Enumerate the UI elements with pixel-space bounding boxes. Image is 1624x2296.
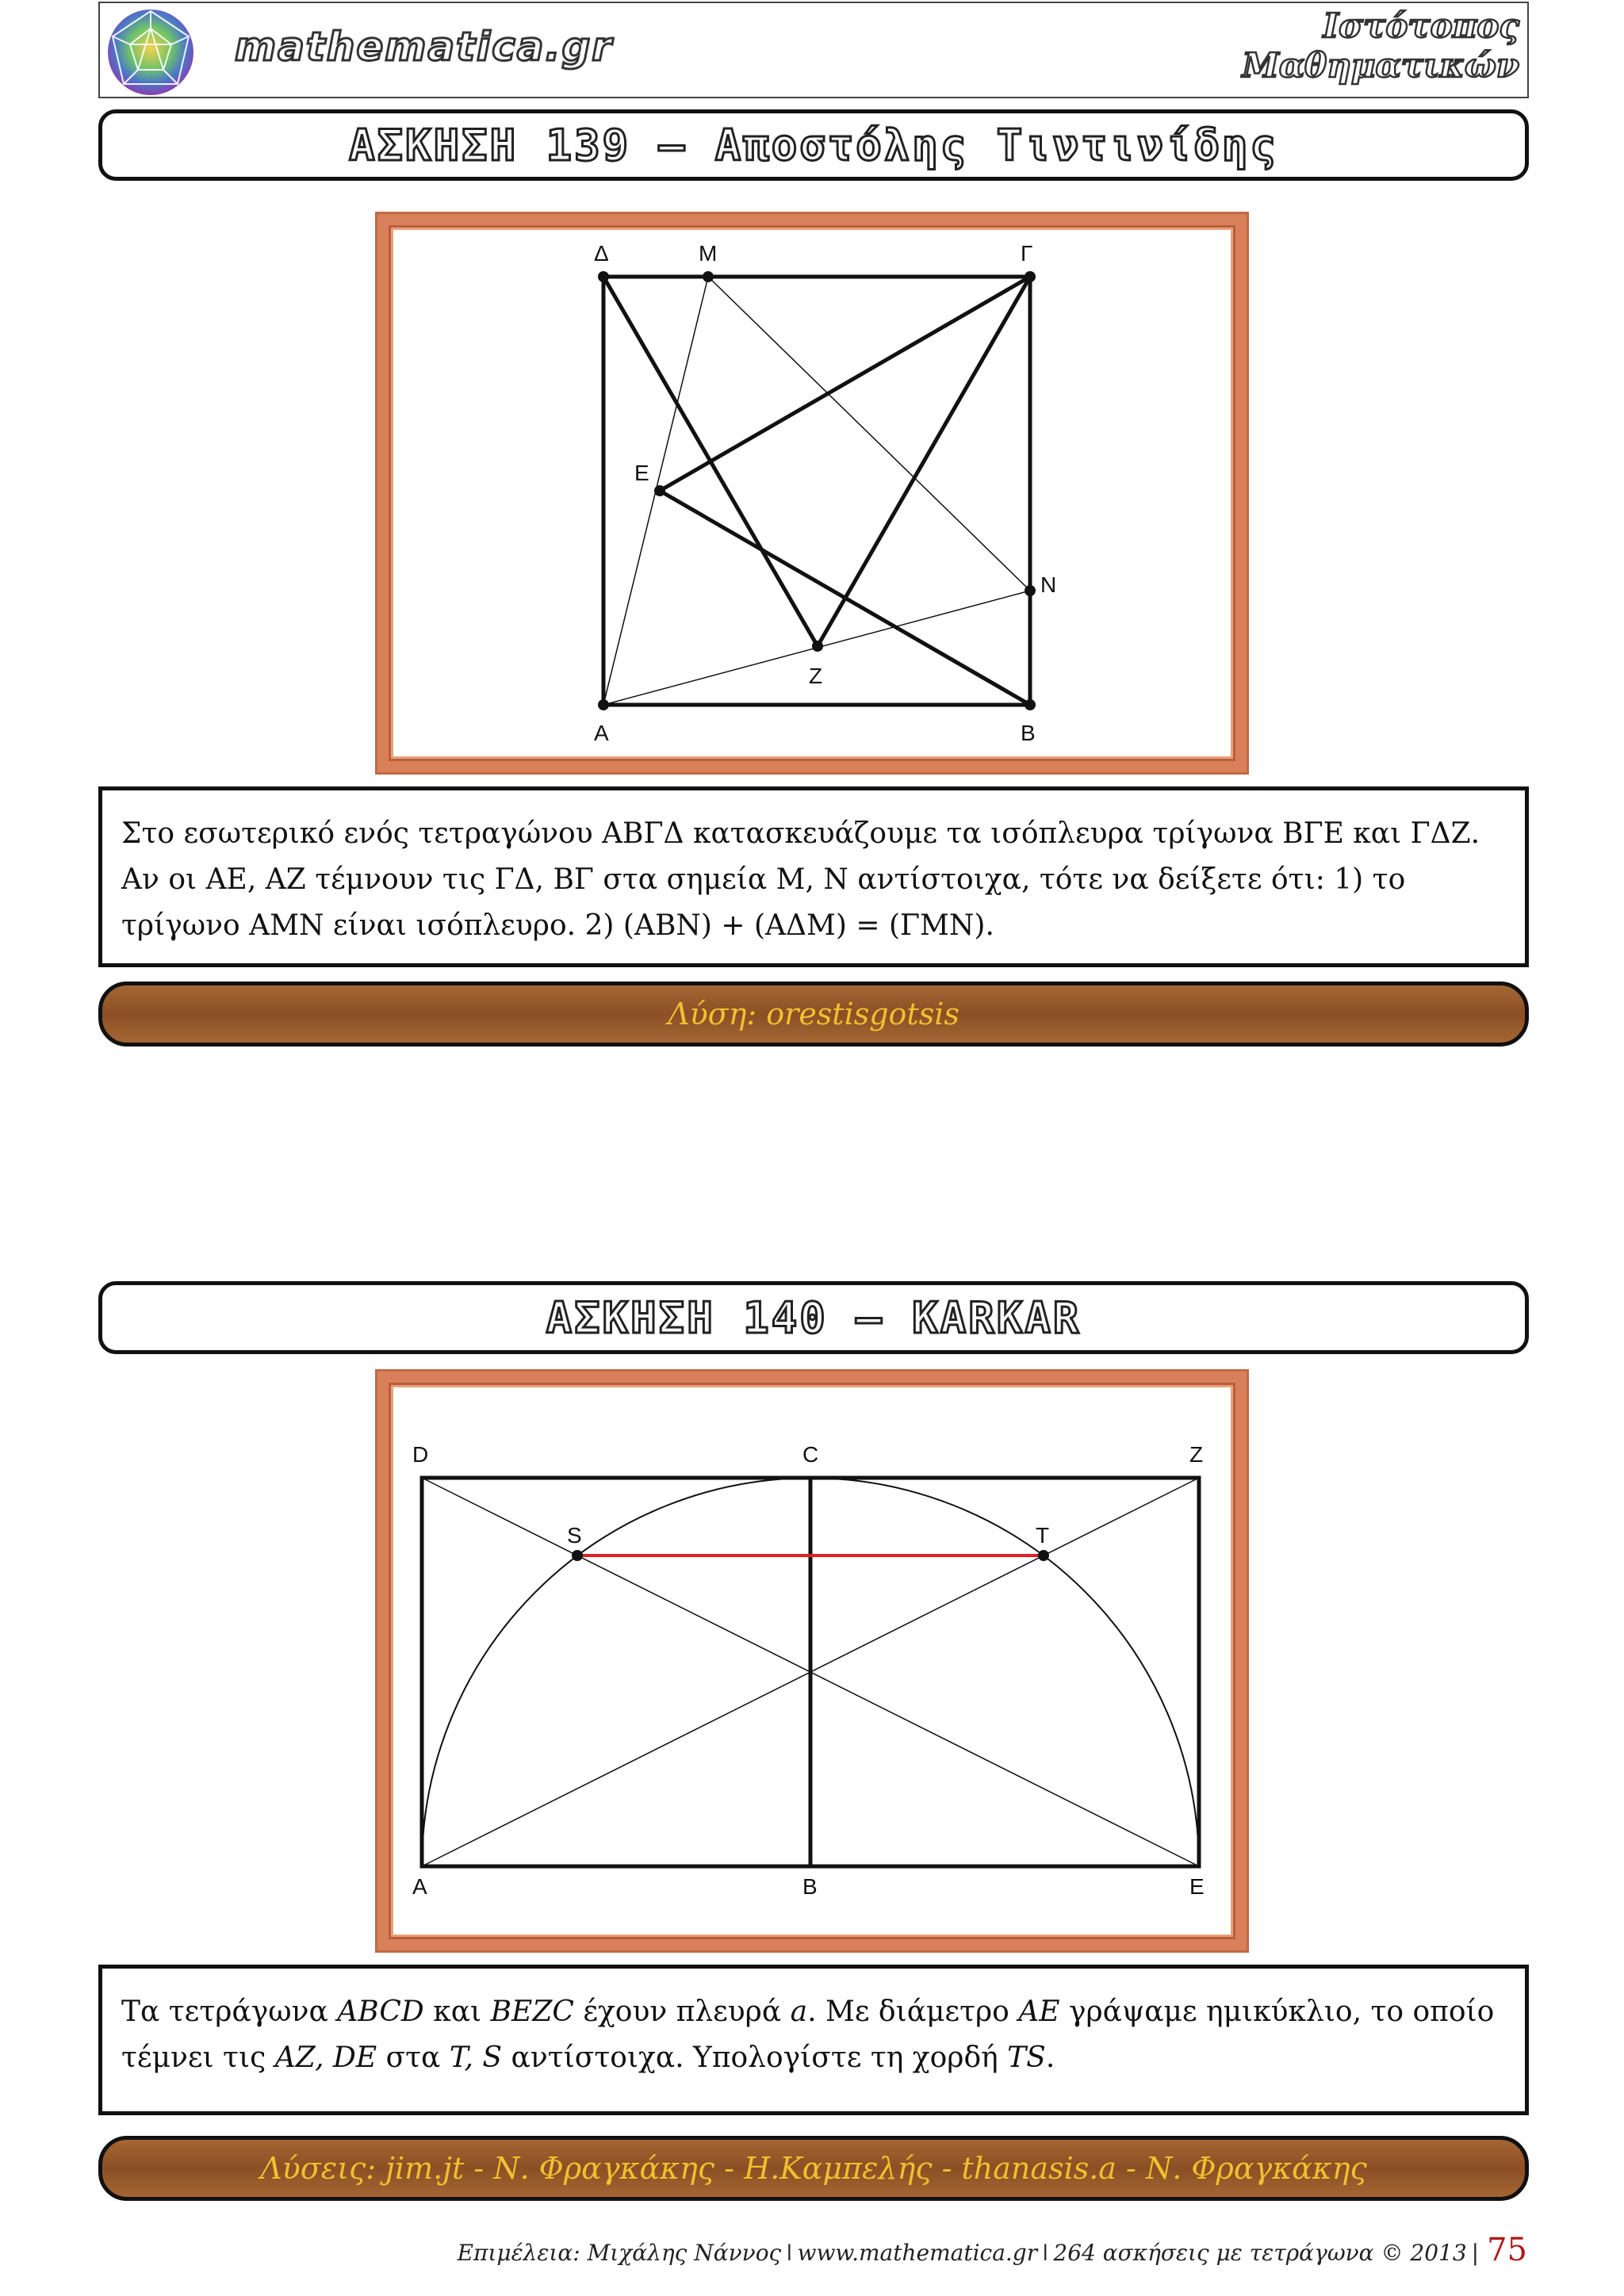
exercise-140-figure-frame: [377, 1372, 1247, 1950]
site-tagline-line1: Ιστότοπος: [1323, 6, 1519, 45]
exercise-140-title: ΑΣΚΗΣΗ 140 – KARKAR: [546, 1292, 1082, 1343]
label-S: S: [567, 1523, 582, 1548]
site-tagline-line2: Μαθηματικών: [1242, 46, 1519, 85]
label-C: C: [802, 1442, 819, 1467]
point-G: [1025, 271, 1036, 282]
exercise-139-statement: [98, 786, 1529, 967]
exercise-139-figure-frame: [377, 214, 1247, 772]
math: TS: [1007, 2042, 1046, 2074]
line-GE: [660, 277, 1030, 491]
label-E: Ε: [634, 461, 649, 485]
text: .: [985, 909, 994, 942]
footer-site-link[interactable]: www.mathematica.gr: [797, 2240, 1038, 2266]
text: στα: [377, 2042, 450, 2074]
exercise-140-solution-label: Λύσεις: jim.jt - Ν. Φραγκάκης - Η.Καμπελής - thanasis.a - Ν. Φραγκάκης: [260, 2151, 1367, 2186]
site-logo-icon[interactable]: [100, 5, 201, 98]
exercise-139-figure: [389, 225, 1235, 761]
label-T: T: [1036, 1523, 1050, 1548]
label-A: A: [412, 1874, 427, 1899]
site-tagline: [1242, 6, 1519, 86]
point-B: [1025, 699, 1036, 710]
math: ΓΔΖ: [1410, 817, 1471, 850]
point-T: [1038, 1550, 1049, 1561]
label-N: Ν: [1040, 572, 1057, 597]
footer-separator: ǀ: [786, 2240, 793, 2266]
text: αντίστοιχα, τότε να δείξετε ότι: 1) το τρίγωνο: [121, 863, 1406, 942]
text: και: [1343, 817, 1411, 850]
label-G: Γ: [1021, 241, 1033, 266]
label-M: Μ: [699, 241, 718, 266]
label-E: E: [1189, 1874, 1205, 1899]
exercise-139-solution-bar[interactable]: [98, 982, 1529, 1047]
label-B: B: [802, 1874, 818, 1899]
math: ΑΜΝ: [249, 909, 324, 942]
text: είναι ισόπλευρο. 2): [324, 909, 623, 942]
exercise-139-title: ΑΣΚΗΣΗ 139 – Αποστόλης Τιντινίδης: [349, 120, 1278, 170]
footer-separator: ǀ: [1042, 2240, 1049, 2266]
text: . Με διάμετρο: [807, 1996, 1019, 2028]
exercise-140-statement: [98, 1965, 1529, 2115]
point-S: [572, 1550, 583, 1561]
math: ΒΓΕ: [1282, 817, 1344, 850]
math: AE: [1018, 1996, 1060, 2028]
line-GZ: [818, 277, 1030, 646]
math: ABCD: [337, 1996, 424, 2028]
page-footer: [458, 2232, 1527, 2268]
math: T, S: [449, 2042, 503, 2074]
label-D: D: [412, 1442, 429, 1467]
text: αντίστοιχα. Υπολογίστε τη χορδή: [502, 2042, 1008, 2074]
point-M: [703, 271, 714, 282]
footer-book: 264 ασκήσεις με τετράγωνα © 2013: [1053, 2240, 1467, 2266]
math: ΑΕ, ΑΖ: [205, 863, 306, 896]
point-Z: [812, 641, 823, 652]
math: a: [790, 1996, 808, 2028]
label-Z: Z: [1189, 1442, 1204, 1467]
footer-separator: |: [1471, 2240, 1480, 2266]
exercise-140-figure: [389, 1383, 1235, 1939]
text: Τα τετράγωνα: [121, 1996, 338, 2028]
label-A: Α: [594, 721, 609, 745]
math: AZ, DE: [274, 2042, 377, 2074]
exercise-139-title-box: [98, 109, 1529, 181]
point-N: [1025, 585, 1036, 596]
text: έχουν πλευρά: [573, 1996, 791, 2028]
exercise-140-solution-bar[interactable]: [98, 2136, 1529, 2201]
exercise-139-solution-label: Λύση: orestisgotsis: [668, 997, 959, 1031]
text: και: [423, 1996, 491, 2028]
text: στα σημεία: [593, 863, 776, 896]
text: Στο εσωτερικό ενός τετραγώνου: [121, 817, 603, 850]
text: .: [1045, 2042, 1055, 2074]
page-number: 75: [1487, 2232, 1527, 2268]
exercise-140-title-box: [98, 1281, 1529, 1354]
label-B: Β: [1021, 721, 1036, 745]
point-E: [654, 485, 665, 496]
footer-editor: Επιμέλεια: Μιχάλης Νάννος: [457, 2240, 782, 2266]
math: Μ, Ν: [776, 863, 848, 896]
text: τέμνουν τις: [305, 863, 495, 896]
point-A: [598, 699, 609, 710]
point-D: [598, 271, 609, 282]
square-ABGD: [603, 277, 1030, 705]
math: (ΑΒΝ) + (ΑΔΜ) = (ΓΜΝ): [622, 909, 986, 942]
site-name[interactable]: mathematica.gr: [235, 24, 613, 70]
math: BEZC: [490, 1996, 574, 2028]
label-Z: Ζ: [809, 664, 823, 688]
text: κατασκευάζουμε τα ισόπλευρα τρίγωνα: [684, 817, 1283, 850]
math: ΓΔ, ΒΓ: [494, 863, 594, 896]
line-BE: [660, 491, 1030, 705]
text: . Αν οι: [121, 817, 1480, 896]
label-D: Δ: [594, 241, 609, 266]
math: ΑΒΓΔ: [602, 817, 684, 850]
text: γράψαμε ημικύκλιο, το οποίο τέμνει τις: [121, 1996, 1495, 2074]
